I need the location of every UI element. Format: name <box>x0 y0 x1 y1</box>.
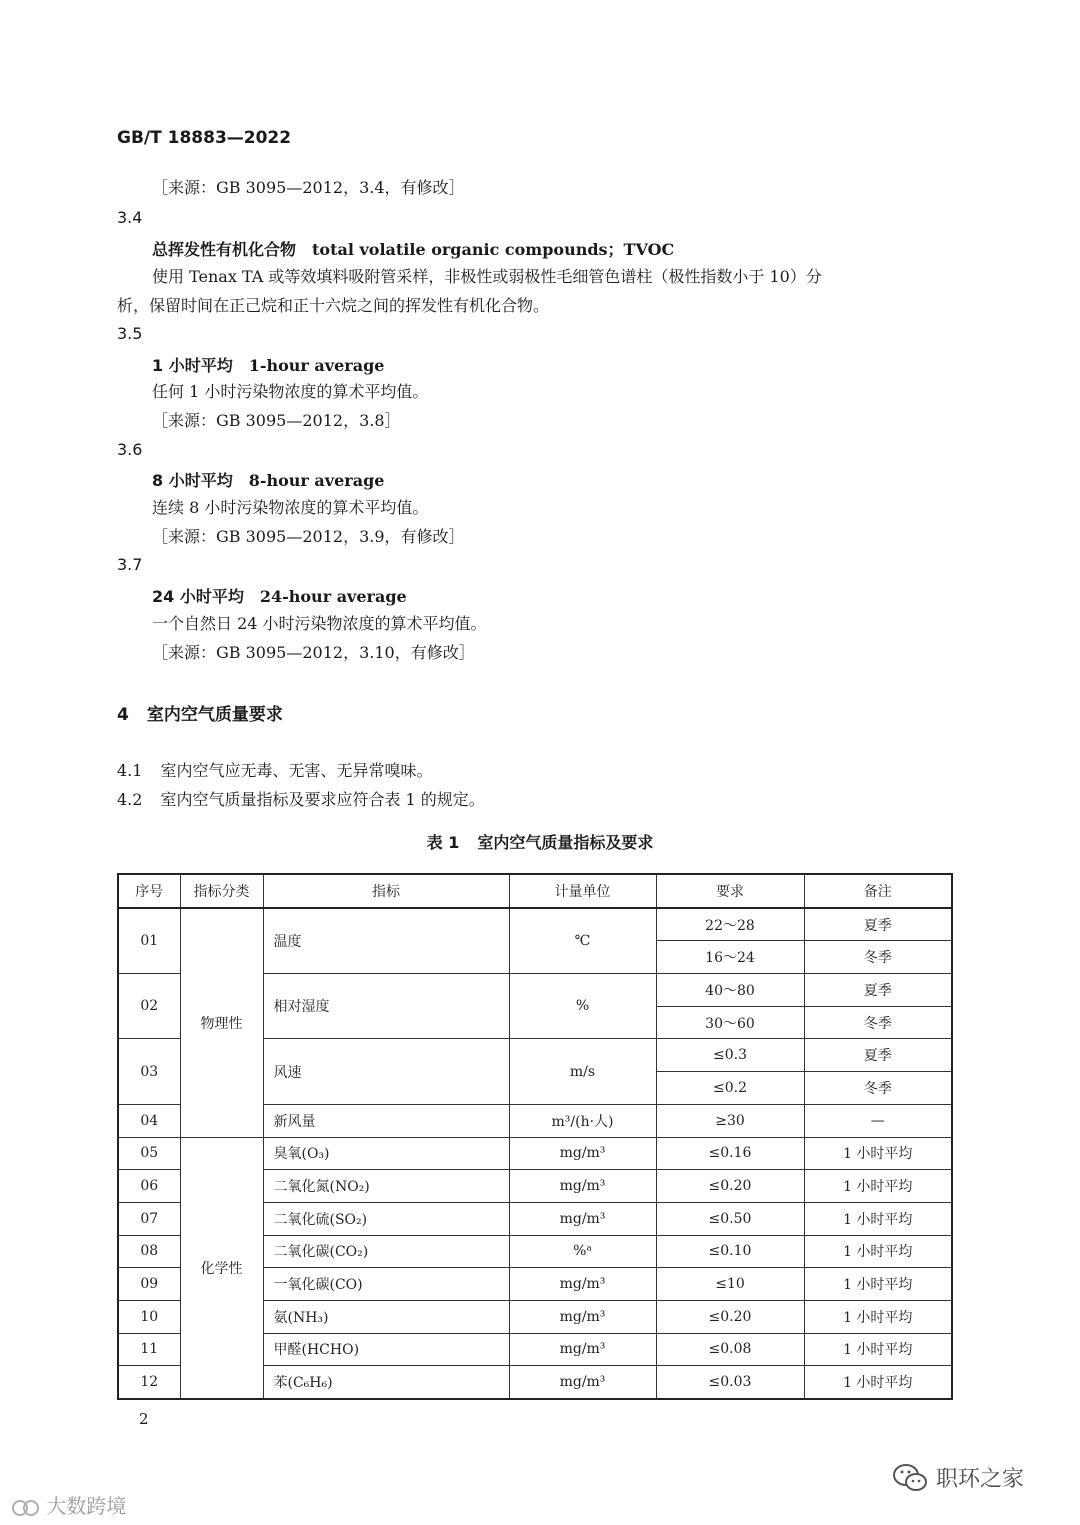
requirement-cell: ≤0.08 <box>656 1333 804 1366</box>
row-number: 08 <box>118 1235 180 1268</box>
chapter-title: 室内空气质量要求 <box>146 705 283 725</box>
requirement-cell: 40～80 <box>656 974 804 1007</box>
clause-number: 3.5 <box>117 324 143 343</box>
row-number: 04 <box>118 1104 180 1137</box>
clause-number: 3.6 <box>117 440 143 459</box>
note-cell: 冬季 <box>804 1072 952 1105</box>
clause-text: 室内空气质量指标及要求应符合表 1 的规定。 <box>160 790 485 809</box>
term-cn: 总挥发性有机化合物 <box>152 240 297 259</box>
row-number: 07 <box>118 1202 180 1235</box>
note-cell: 冬季 <box>804 1006 952 1039</box>
unit-cell: m³/(h·人) <box>509 1104 656 1137</box>
indicator-cell: 一氧化碳(CO) <box>263 1268 509 1301</box>
term-cn: 8 小时平均 <box>152 471 233 490</box>
indicator-cell: 二氧化氮(NO₂) <box>263 1170 509 1203</box>
unit-cell: ℃ <box>509 908 656 974</box>
term-heading <box>152 237 674 260</box>
clause-4-2 <box>117 787 485 810</box>
unit-cell: %ᵃ <box>509 1235 656 1268</box>
source-note: ［来源：GB 3095—2012，3.9，有修改］ <box>152 527 465 546</box>
category-cell: 化学性 <box>180 1137 263 1399</box>
column-header: 要求 <box>656 874 804 908</box>
note-cell: 冬季 <box>804 941 952 974</box>
term-en: 8-hour average <box>248 471 385 490</box>
term-en: 24-hour average <box>259 587 407 606</box>
term-heading <box>152 468 384 491</box>
note-cell: 1 小时平均 <box>804 1333 952 1366</box>
clause-text: 室内空气应无毒、无害、无异常嗅味。 <box>160 761 433 780</box>
note-cell: 1 小时平均 <box>804 1202 952 1235</box>
indicator-cell: 新风量 <box>263 1104 509 1137</box>
row-number: 05 <box>118 1137 180 1170</box>
requirement-cell: ≤0.20 <box>656 1170 804 1203</box>
chapter-heading <box>117 700 283 725</box>
source-note: ［来源：GB 3095—2012，3.8］ <box>152 411 401 430</box>
requirement-cell: ≤0.3 <box>656 1039 804 1072</box>
indicator-cell: 二氧化硫(SO₂) <box>263 1202 509 1235</box>
column-header: 计量单位 <box>509 874 656 908</box>
requirement-cell: 16～24 <box>656 941 804 974</box>
table-caption-number: 表 1 <box>426 833 460 852</box>
unit-cell: mg/m³ <box>509 1333 656 1366</box>
indicator-cell: 氨(NH₃) <box>263 1300 509 1333</box>
term-heading <box>152 353 384 376</box>
watermark-text: 大数跨境 <box>46 1494 127 1518</box>
definition-line: 使用 Tenax TA 或等效填料吸附管采样，非极性或弱极性毛细管色谱柱（极性指数小于 10）分 <box>152 267 822 286</box>
row-number: 06 <box>118 1170 180 1203</box>
indicator-cell: 甲醛(HCHO) <box>263 1333 509 1366</box>
watermark-text: 职环之家 <box>936 1467 1025 1492</box>
column-header: 序号 <box>118 874 180 908</box>
wechat-icon <box>892 1463 928 1493</box>
requirement-cell: ≥30 <box>656 1104 804 1137</box>
page-number: 2 <box>139 1410 149 1428</box>
note-cell: 1 小时平均 <box>804 1366 952 1399</box>
requirement-cell: 22～28 <box>656 908 804 941</box>
indicator-cell: 相对湿度 <box>263 974 509 1039</box>
requirement-cell: ≤0.16 <box>656 1137 804 1170</box>
term-cn: 24 小时平均 <box>152 587 244 606</box>
note-cell: — <box>804 1104 952 1137</box>
requirement-cell: ≤0.2 <box>656 1072 804 1105</box>
unit-cell: mg/m³ <box>509 1202 656 1235</box>
clause-number: 4.1 <box>117 761 143 780</box>
requirement-cell: ≤0.50 <box>656 1202 804 1235</box>
note-cell: 1 小时平均 <box>804 1170 952 1203</box>
row-number: 02 <box>118 974 180 1039</box>
indicator-cell: 苯(C₆H₆) <box>263 1366 509 1399</box>
unit-cell: mg/m³ <box>509 1170 656 1203</box>
column-header: 指标 <box>263 874 509 908</box>
table-row <box>118 1137 952 1170</box>
indicator-cell: 二氧化碳(CO₂) <box>263 1235 509 1268</box>
unit-cell: % <box>509 974 656 1039</box>
term-heading <box>152 584 407 607</box>
chapter-number: 4 <box>117 705 129 725</box>
indicator-cell: 臭氧(O₃) <box>263 1137 509 1170</box>
table-header-row <box>118 874 952 908</box>
row-number: 12 <box>118 1366 180 1399</box>
unit-cell: mg/m³ <box>509 1268 656 1301</box>
requirement-cell: ≤10 <box>656 1268 804 1301</box>
watermark-right <box>892 1462 1024 1493</box>
definition-line: 任何 1 小时污染物浓度的算术平均值。 <box>152 382 429 401</box>
unit-cell: mg/m³ <box>509 1366 656 1399</box>
row-number: 10 <box>118 1300 180 1333</box>
source-note: ［来源：GB 3095—2012，3.4，有修改］ <box>152 178 465 197</box>
category-cell: 物理性 <box>180 908 263 1137</box>
clause-number: 3.4 <box>117 208 143 227</box>
clause-4-1 <box>117 758 432 781</box>
unit-cell: m/s <box>509 1039 656 1104</box>
note-cell: 1 小时平均 <box>804 1268 952 1301</box>
clause-number: 4.2 <box>117 790 143 809</box>
note-cell: 1 小时平均 <box>804 1137 952 1170</box>
column-header: 备注 <box>804 874 952 908</box>
definition-line: 连续 8 小时污染物浓度的算术平均值。 <box>152 498 429 517</box>
note-cell: 夏季 <box>804 974 952 1007</box>
row-number: 09 <box>118 1268 180 1301</box>
row-number: 01 <box>118 908 180 974</box>
requirement-cell: ≤0.10 <box>656 1235 804 1268</box>
definition-line: 一个自然日 24 小时污染物浓度的算术平均值。 <box>152 614 487 633</box>
row-number: 11 <box>118 1333 180 1366</box>
clause-number: 3.7 <box>117 555 143 574</box>
indicator-cell: 温度 <box>263 908 509 974</box>
table-caption <box>0 830 1080 853</box>
requirement-cell: ≤0.03 <box>656 1366 804 1399</box>
note-cell: 1 小时平均 <box>804 1235 952 1268</box>
requirement-cell: ≤0.20 <box>656 1300 804 1333</box>
table-row <box>118 908 952 941</box>
requirement-cell: 30～60 <box>656 1006 804 1039</box>
definition-line: 析，保留时间在正己烷和正十六烷之间的挥发性有机化合物。 <box>117 296 550 315</box>
unit-cell: mg/m³ <box>509 1137 656 1170</box>
source-note: ［来源：GB 3095—2012，3.10，有修改］ <box>152 643 475 662</box>
unit-cell: mg/m³ <box>509 1300 656 1333</box>
watermark-left <box>12 1490 126 1519</box>
term-cn: 1 小时平均 <box>152 356 233 375</box>
column-header: 指标分类 <box>180 874 263 908</box>
note-cell: 夏季 <box>804 908 952 941</box>
standard-number: GB/T 18883—2022 <box>117 128 292 148</box>
indoor-air-quality-table <box>117 873 953 1400</box>
table-caption-title: 室内空气质量指标及要求 <box>477 833 654 852</box>
term-en: 1-hour average <box>248 356 385 375</box>
row-number: 03 <box>118 1039 180 1104</box>
term-en: total volatile organic compounds；TVOC <box>312 240 675 259</box>
logo-icon <box>12 1494 46 1518</box>
note-cell: 夏季 <box>804 1039 952 1072</box>
indicator-cell: 风速 <box>263 1039 509 1104</box>
note-cell: 1 小时平均 <box>804 1300 952 1333</box>
